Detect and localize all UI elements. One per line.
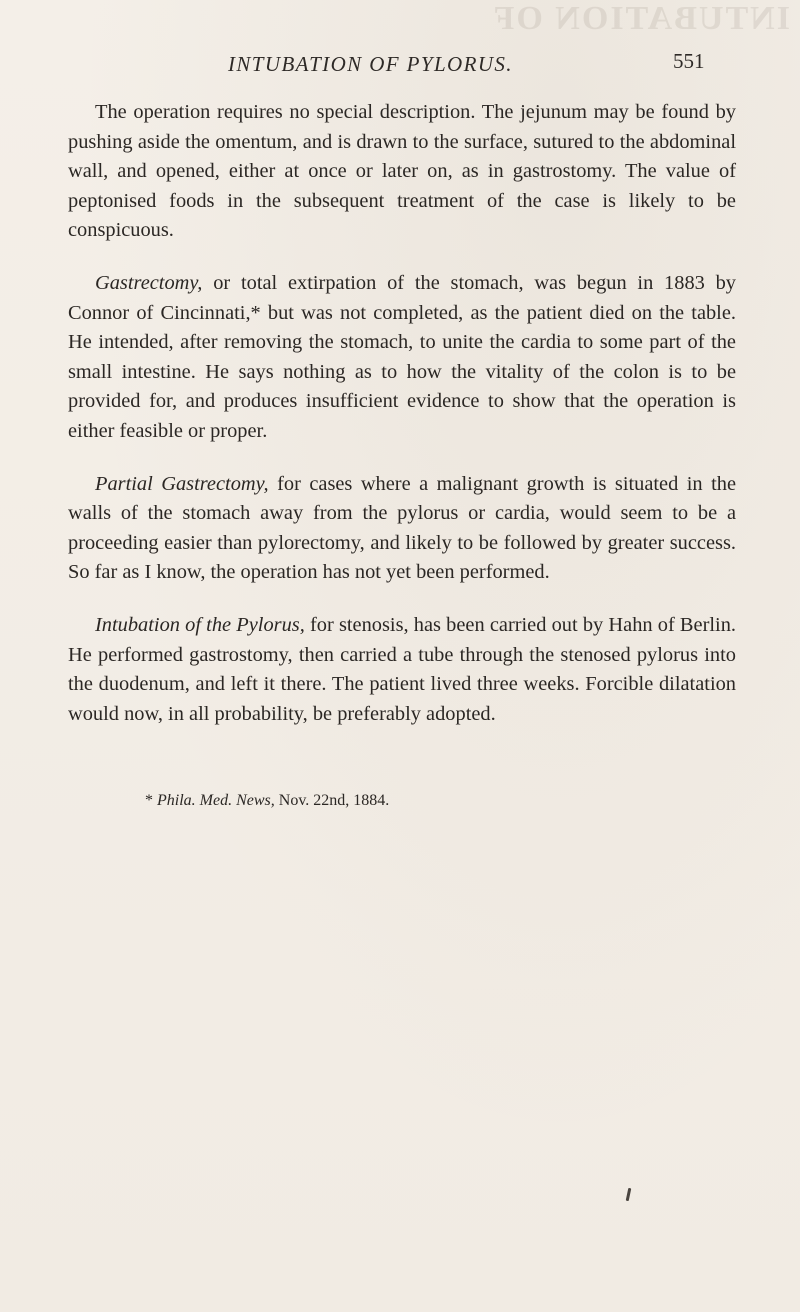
paragraph-text: for cases where a malignant growth is situated in the walls of the stomach away from the pylorus or cardia, would seem to be a proceeding easier than pylorectomy, and likely to be followed by greater success. So far as I know, the operation has not yet been performed. bbox=[68, 472, 736, 584]
paragraph-gastrectomy bbox=[68, 269, 736, 447]
running-head bbox=[0, 49, 800, 84]
footnote bbox=[145, 792, 389, 810]
running-title: INTUBATION OF PYLORUS. bbox=[228, 52, 513, 76]
footnote-source: Phila. Med. News, bbox=[157, 792, 275, 809]
page-number: 551 bbox=[673, 49, 705, 73]
paragraph-lead: Intubation of the Pylorus, bbox=[95, 613, 305, 636]
paragraph-text: or total extirpation of the stomach, was begun in 1883 by Connor of Cincinnati,* but was not completed, as the patient died on the table. He intended, after removing the stomach, to unite the cardia to some part of the small intestine. He says nothing as to how the vitality of the colon is to be provided for, and produces insufficient evidence to show that the operation is either feasible or proper. bbox=[68, 271, 736, 442]
paragraph-jejunostomy bbox=[68, 98, 736, 246]
body-text bbox=[68, 98, 736, 729]
footnote-text: Nov. 22nd, 1884. bbox=[274, 792, 390, 809]
footnote-marker: * bbox=[145, 792, 157, 809]
paragraph-text: for stenosis, has been carried out by Hahn of Berlin. He performed gastrostomy, then carried a tube through the stenosed pylorus into the duodenum, and left it there. The patient lived three weeks. Forcible dilatation would now, in all probability, be preferably adopted. bbox=[68, 613, 736, 725]
ink-speck bbox=[626, 1188, 632, 1201]
paragraph-lead: Partial Gastrectomy, bbox=[95, 472, 269, 495]
paragraph-partial-gastrectomy bbox=[68, 470, 736, 588]
paragraph-text: The operation requires no special description. The jejunum may be found by pushing aside the omentum, and is drawn to the surface, sutured to the abdominal wall, and opened, either at once or later on, as in gastrostomy. The value of peptonised foods in the subsequent treatment of the case is likely to be conspicuous. bbox=[68, 101, 736, 242]
bleed-through-text: INTUBATION OF bbox=[491, 0, 790, 37]
paragraph-intubation bbox=[68, 611, 736, 729]
paragraph-lead: Gastrectomy, bbox=[95, 271, 203, 294]
